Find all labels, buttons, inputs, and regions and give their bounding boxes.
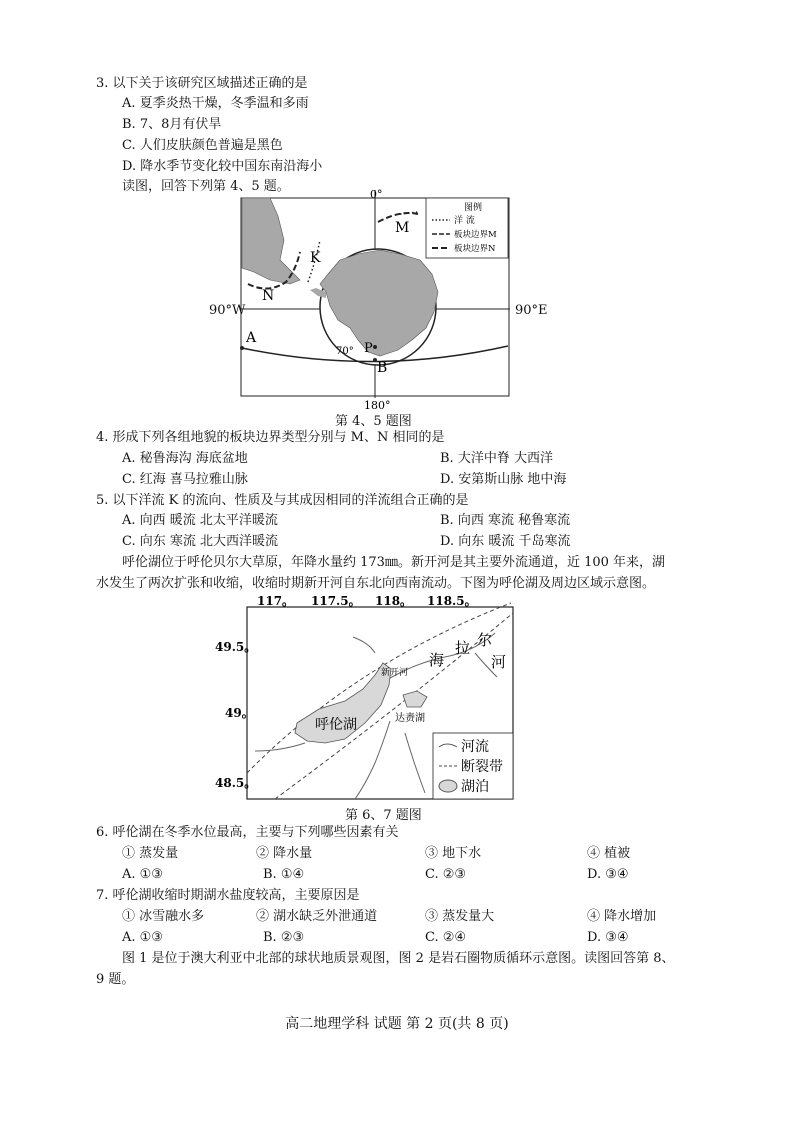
q5-option-b: B. 向西 寒流 秘鲁寒流	[440, 513, 571, 528]
lake-hulun-label: 呼伦湖	[315, 717, 357, 733]
label-a: A	[246, 330, 257, 346]
lat-49-5: 49.5。	[215, 640, 257, 654]
label-n: N	[262, 288, 275, 304]
river-xinkai-label: 新开河	[381, 668, 409, 678]
q6-item-2: ② 降水量	[256, 846, 313, 861]
q4-option-c: C. 红海 喜马拉雅山脉	[122, 472, 248, 487]
hailaer-char-3: 尔	[477, 631, 493, 649]
q7-option-a: A. ①③	[122, 930, 163, 945]
q5-option-a: A. 向西 暖流 北太平洋暖流	[122, 513, 278, 528]
passage-line-1: 呼伦湖位于呼伦贝尔大草原，年降水量约 173㎜。新开河是其主要外流通道，近 100 年来，湖	[122, 555, 666, 570]
q6-option-a: A. ①③	[122, 867, 163, 882]
q6-option-c: C. ②③	[425, 867, 467, 882]
q6-item-1: ① 蒸发量	[122, 846, 179, 861]
q7-item-3: ③ 蒸发量大	[425, 909, 495, 924]
q3-option-a: A. 夏季炎热干燥，冬季温和多雨	[122, 96, 309, 111]
legend-fault: 断裂带	[461, 759, 503, 775]
lat-48-5: 48.5。	[215, 776, 257, 790]
label-p: P	[364, 341, 373, 356]
q5-option-d: D. 向东 暖流 千岛寒流	[440, 534, 571, 549]
label-90e: 90°E	[515, 303, 548, 318]
q7-option-b: B. ②③	[263, 930, 305, 945]
lake-dalai-label: 达赉湖	[395, 713, 425, 724]
q3-option-c: C. 人们皮肤颜色普遍是黑色	[122, 138, 283, 153]
legend-current: 洋 流	[454, 216, 475, 226]
figure-6-7	[215, 593, 525, 805]
q4-option-a: A. 秘鲁海沟 海底盆地	[122, 451, 248, 466]
label-180deg: 180°	[364, 399, 391, 410]
q7-option-d: D. ③④	[587, 930, 629, 945]
lon-118-5: 118.5。	[427, 594, 477, 608]
q4-option-d: D. 安第斯山脉 地中海	[440, 472, 567, 487]
legend-title: 图例	[464, 203, 483, 213]
intro-q8-9-line-2: 9 题。	[96, 972, 135, 987]
q6-option-d: D. ③④	[587, 867, 629, 882]
legend-lake: 湖泊	[461, 779, 489, 795]
legend-boundary-n: 板块边界N	[454, 244, 496, 254]
label-90w: 90°W	[209, 303, 246, 318]
q3-option-d: D. 降水季节变化较中国东南沿海小	[122, 159, 323, 174]
q7-item-2: ② 湖水缺乏外泄通道	[256, 909, 378, 924]
figure-4-5	[240, 188, 512, 410]
q4-stem: 4. 形成下列各组地貌的板块边界类型分别与 M、N 相同的是	[96, 430, 445, 445]
page-footer: 高二地理学科 试题 第 2 页(共 8 页)	[285, 1016, 509, 1032]
q5-stem: 5. 以下洋流 K 的流向、性质及与其成因相同的洋流组合正确的是	[96, 493, 469, 508]
label-70deg: 70°	[336, 346, 354, 357]
label-k: K	[310, 250, 321, 266]
q6-item-3: ③ 地下水	[425, 846, 482, 861]
legend-boundary-m: 板块边界M	[454, 230, 497, 240]
hailaer-char-2: 拉	[455, 639, 471, 657]
passage-line-2: 水发生了两次扩张和收缩，收缩时期新开河自东北向西南流动。下图为呼伦湖及周边区域示意图。	[96, 576, 656, 591]
figure-4-5-caption: 第 4、5 题图	[335, 414, 412, 429]
q7-stem: 7. 呼伦湖收缩时期湖水盐度较高，主要原因是	[96, 888, 360, 903]
q6-stem: 6. 呼伦湖在冬季水位最高，主要与下列哪些因素有关	[96, 825, 399, 840]
lon-118: 118。	[375, 594, 413, 608]
figure-6-7-caption: 第 6、7 题图	[345, 808, 422, 823]
q6-option-b: B. ①④	[263, 867, 305, 882]
label-b: B	[377, 360, 388, 376]
intro-q4-5: 读图，回答下列第 4、5 题。	[122, 179, 290, 194]
label-0deg: 0°	[370, 188, 383, 201]
q7-item-4: ④ 降水增加	[587, 909, 657, 924]
lon-117: 117。	[257, 594, 295, 608]
lat-49: 49。	[225, 706, 254, 720]
legend-river: 河流	[461, 739, 489, 755]
lon-117-5: 117.5。	[311, 594, 361, 608]
q6-item-4: ④ 植被	[587, 846, 631, 861]
intro-q8-9-line-1: 图 1 是位于澳大利亚中北部的球状地质景观图，图 2 是岩石圈物质循环示意图。读图回答第 8、	[122, 951, 675, 966]
hailaer-char-4: 河	[491, 653, 507, 671]
q7-item-1: ① 冰雪融水多	[122, 909, 205, 924]
q7-option-c: C. ②④	[425, 930, 467, 945]
q3-option-b: B. 7、8月有伏旱	[122, 117, 222, 132]
label-m: M	[395, 220, 410, 236]
q3-stem: 3. 以下关于该研究区域描述正确的是	[96, 76, 308, 91]
q4-option-b: B. 大洋中脊 大西洋	[440, 451, 553, 466]
hailaer-char-1: 海	[429, 651, 445, 669]
q5-option-c: C. 向东 寒流 北大西洋暖流	[122, 534, 279, 549]
